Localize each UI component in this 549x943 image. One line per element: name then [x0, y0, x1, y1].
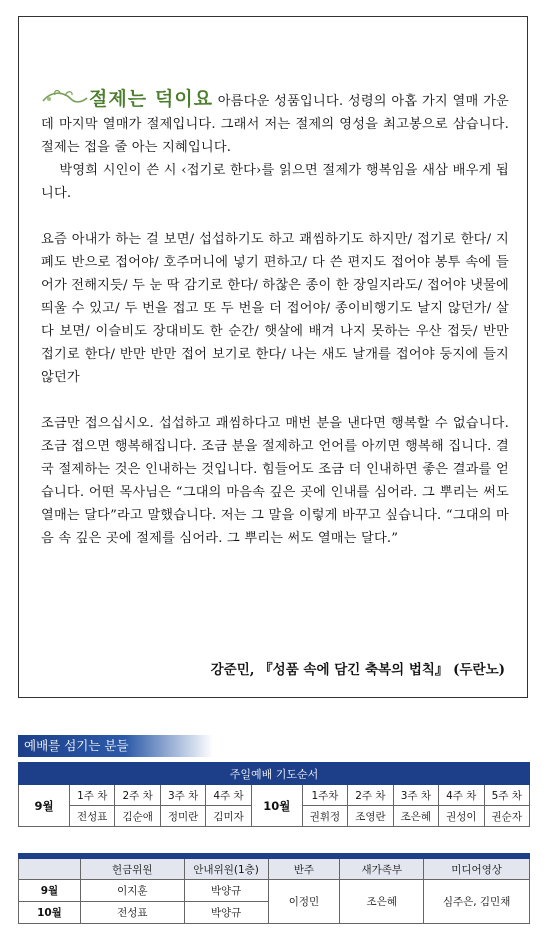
week-header: 4주 차 [439, 785, 484, 806]
column-header: 안내위원(1층) [184, 859, 268, 880]
column-header: 새가족부 [340, 859, 424, 880]
prayer-name: 조은혜 [393, 806, 438, 827]
vine-ornament-icon [41, 87, 89, 109]
duty-table [18, 853, 530, 924]
week-header: 4주 차 [206, 785, 251, 806]
week-header: 3주 차 [160, 785, 205, 806]
attribution: 강준민, 『성품 속에 담긴 축복의 법칙』 (두란노) [210, 662, 505, 678]
paragraph-2: 박영희 시인이 쓴 시 ‹접기로 한다›를 읽으면 절제가 행복임을 새삼 배우게 됩니다. [41, 163, 509, 201]
usher-name: 박양규 [184, 880, 268, 902]
offering-name: 전성표 [80, 902, 184, 924]
offering-name: 이지훈 [80, 880, 184, 902]
prayer-name: 정미란 [160, 806, 205, 827]
prayer-name: 권성이 [439, 806, 484, 827]
week-header: 1주차 [302, 785, 347, 806]
accompanist-name: 이정민 [268, 880, 340, 924]
prayer-name: 김순애 [115, 806, 160, 827]
prayer-name: 권순자 [484, 806, 530, 827]
prayer-name: 전성표 [70, 806, 115, 827]
paragraph-3: 조금만 접으십시오. 섭섭하고 괘씸하다고 매번 분을 낸다면 행복할 수 없습니다. 조금 접으면 행복해집니다. 조금 분을 절제하고 언어를 아끼면 행복해 집니다. 결국 절제하는 것은 인내하는 것입니다. 힘들어도 조금 더 인내하면 좋은 결과를 얻습니다. 어떤 목사님은 “그대의 마음속 깊은 곳에 인내를 심어라. 그 뿌리는 써도 열매는 달다”라고 말했습니다. 저는 그 말을 이렇게 바꾸고 싶습니다. “그대의 마음 속 깊은 곳에 절제를 심어라. 그 뿌리는 써도 열매는 달다.” [41, 416, 514, 546]
september-label: 9월 [19, 785, 70, 827]
poem-text: 요즘 아내가 하는 걸 보면/ 섭섭하기도 하고 괘씸하기도 하지만/ 접기로 한다/ 지폐도 반으로 접어야/ 호주머니에 넣기 편하고/ 다 쓴 편지도 접어야 봉투 속에 들어가 전해지듯/ 두 눈 딱 감기로 한다/ 하찮은 종이 한 장일지라도/ 접어야 냇물에 띄울 수 있고/ 두 번을 접고 또 두 번을 더 접어야/ 종이비행기도 날지 않던가/ 살다 보면/ 이슬비도 장대비도 한 순간/ 햇살에 배겨 나지 못하는 우산 접듯/ 반만 접기로 한다/ 반만 반만 접어 보기로 한다/ 나는 새도 날개를 접어야 둥지에 들지 않던가 [41, 232, 514, 385]
prayer-name: 권휘정 [302, 806, 347, 827]
empty-header [19, 859, 81, 880]
month-label: 10월 [19, 902, 81, 924]
week-header: 2주 차 [348, 785, 393, 806]
headline: 절제는 덕이요 [89, 88, 214, 110]
prayer-order-table [18, 762, 530, 827]
media-names: 심주은, 김민채 [424, 880, 530, 924]
new-family-name: 조은혜 [340, 880, 424, 924]
quote-box [18, 16, 528, 698]
prayer-name: 김미자 [206, 806, 251, 827]
october-label: 10월 [251, 785, 302, 827]
usher-name: 박양규 [184, 902, 268, 924]
week-header: 5주 차 [484, 785, 530, 806]
week-header: 3주 차 [393, 785, 438, 806]
week-header: 1주 차 [70, 785, 115, 806]
quote-text [41, 87, 514, 550]
prayer-name: 조영란 [348, 806, 393, 827]
paragraph-1: 아름다운 성품입니다. 성령의 아홉 가지 열매 가운데 마지막 열매가 절제입니다. 그래서 저는 절제의 영성을 최고봉으로 삼습니다. 절제는 접을 줄 아는 지혜입니다. [41, 94, 514, 155]
prayer-table-title: 주일예배 기도순서 [19, 763, 530, 785]
column-header: 반주 [268, 859, 340, 880]
month-label: 9월 [19, 880, 81, 902]
column-header: 미디어영상 [424, 859, 530, 880]
week-header: 2주 차 [115, 785, 160, 806]
section-title: 예배를 섬기는 분들 [18, 735, 213, 757]
column-header: 헌금위원 [80, 859, 184, 880]
